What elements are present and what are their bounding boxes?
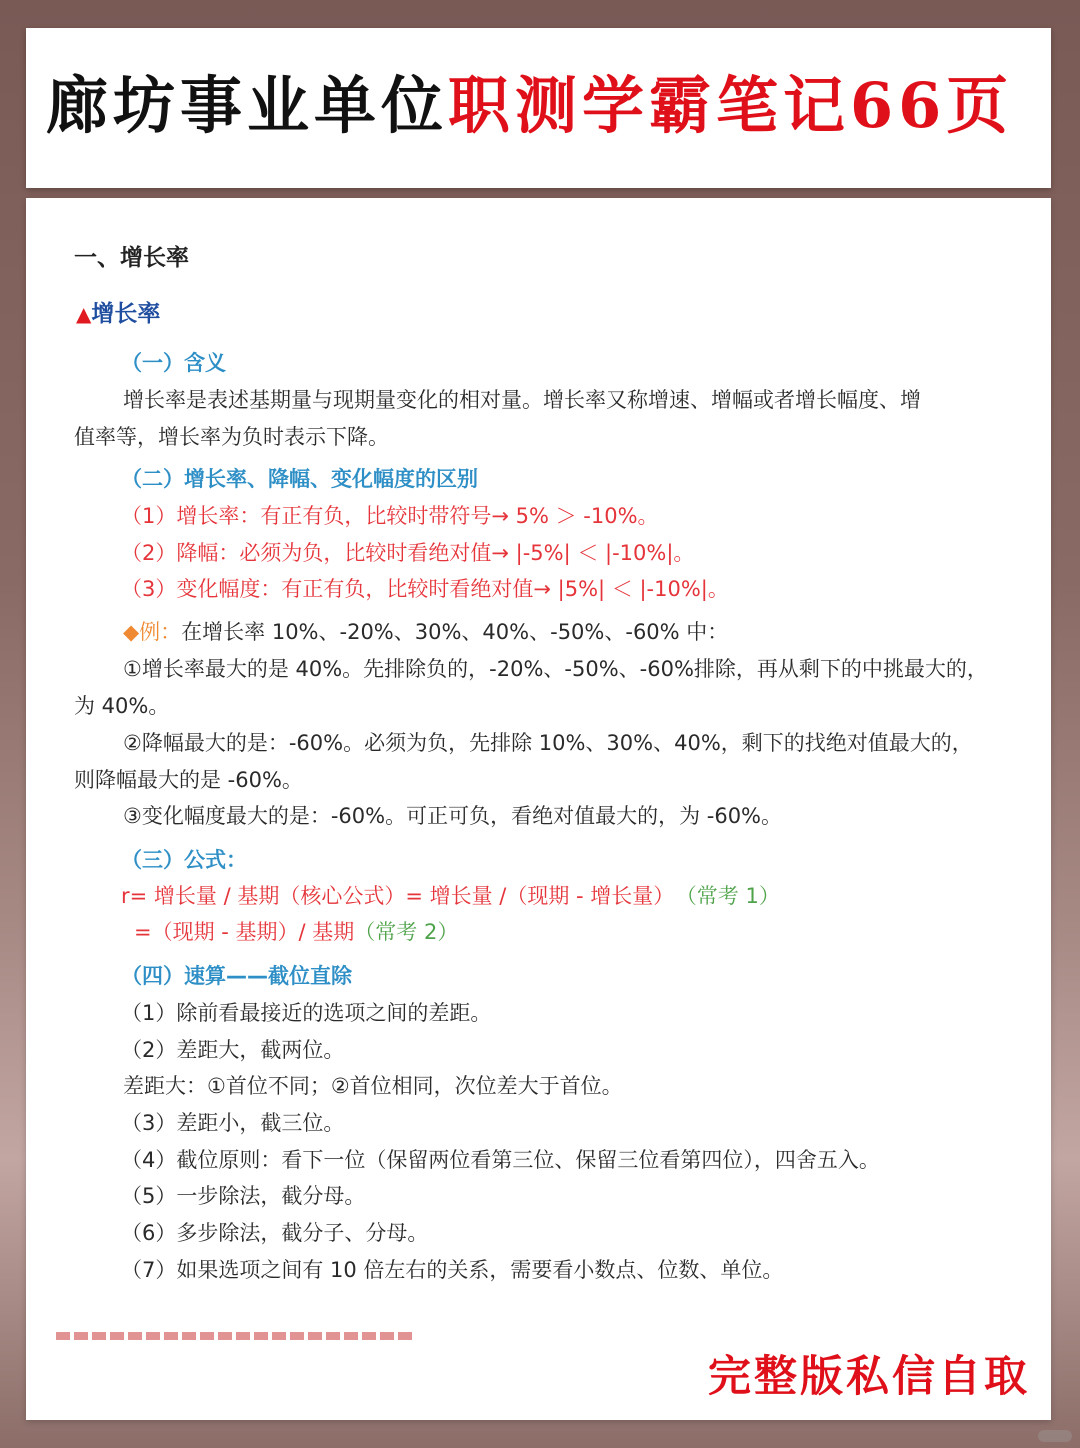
formula2-note: （常考 2） bbox=[354, 920, 459, 944]
answer2-line1: ②降幅最大的是：-60%。必须为负，先排除 10%、30%、40%，剩下的找绝对值最大的， bbox=[123, 731, 973, 755]
part4-item: （7）如果选项之间有 10 倍左右的关系，需要看小数点、位数、单位。 bbox=[121, 1258, 784, 1282]
example-text: 在增长率 10%、-20%、30%、40%、-50%、-60% 中： bbox=[181, 620, 729, 644]
formula1: r= 增长量 / 基期（核心公式）= 增长量 /（现期 - 增长量） bbox=[121, 884, 675, 908]
part1-text-line2: 值率等，增长率为负时表示下降。 bbox=[74, 425, 389, 449]
part2-heading: （二）增长率、降幅、变化幅度的区别 bbox=[121, 467, 478, 491]
part2-item1: （1）增长率：有正有负，比较时带符号→ 5% ＞ -10%。 bbox=[121, 504, 659, 528]
part1-text-line1: 增长率是表述基期量与现期量变化的相对量。增长率又称增速、增幅或者增长幅度、增 bbox=[123, 388, 921, 412]
part4-item: （1）除前看最接近的选项之间的差距。 bbox=[121, 1001, 492, 1025]
formula2: =（现期 - 基期）/ 基期 bbox=[134, 920, 355, 944]
part2-item2: （2）降幅：必须为负，比较时看绝对值→ |-5%| ＜ |-10%|。 bbox=[121, 541, 695, 565]
cut-off-text-line bbox=[56, 1332, 416, 1340]
subsection-title: 增长率 bbox=[91, 301, 161, 327]
subsection-heading bbox=[76, 299, 160, 329]
part3-heading: （三）公式： bbox=[121, 848, 247, 872]
part4-item: （6）多步除法，截分子、分母。 bbox=[121, 1221, 429, 1245]
answer1-line1: ①增长率最大的是 40%。先排除负的，-20%、-50%、-60%排除，再从剩下的中挑最大的， bbox=[123, 657, 988, 681]
watermark-badge bbox=[1038, 1430, 1072, 1442]
title-card bbox=[26, 28, 1051, 188]
title-red-part: 职测学霸笔记66页 bbox=[448, 69, 1014, 142]
answer1-line2: 为 40%。 bbox=[74, 694, 170, 718]
answer2-line2: 则降幅最大的是 -60%。 bbox=[74, 768, 303, 792]
example-line bbox=[123, 617, 728, 647]
part1-heading: （一）含义 bbox=[121, 351, 226, 375]
formula1-line bbox=[121, 881, 780, 911]
formula1-note: （常考 1） bbox=[686, 884, 780, 908]
section-title: 一、增长率 bbox=[74, 245, 189, 271]
part4-item: （5）一步除法，截分母。 bbox=[121, 1184, 366, 1208]
example-label: ◆例： bbox=[123, 620, 182, 644]
answer3: ③变化幅度最大的是：-60%。可正可负，看绝对值最大的，为 -60%。 bbox=[123, 804, 783, 828]
part4-item: （2）差距大，截两位。 bbox=[121, 1038, 345, 1062]
bottom-stamp-text: 完整版私信自取 bbox=[708, 1352, 1030, 1402]
part4-heading: （四）速算——截位直除 bbox=[121, 964, 352, 988]
part4-item: （3）差距小，截三位。 bbox=[121, 1111, 345, 1135]
notes-document bbox=[26, 198, 1051, 1420]
title-black-part: 廊坊事业单位 bbox=[46, 69, 449, 142]
formula2-line bbox=[134, 917, 458, 947]
triangle-icon: ▲ bbox=[76, 302, 92, 326]
page-title bbox=[46, 66, 1013, 146]
part2-item3: （3）变化幅度：有正有负，比较时看绝对值→ |5%| ＜ |-10%|。 bbox=[121, 577, 729, 601]
part4-item: （4）截位原则：看下一位（保留两位看第三位、保留三位看第四位），四舍五入。 bbox=[121, 1148, 880, 1172]
part4-item: 差距大：①首位不同；②首位相同，次位差大于首位。 bbox=[123, 1074, 623, 1098]
